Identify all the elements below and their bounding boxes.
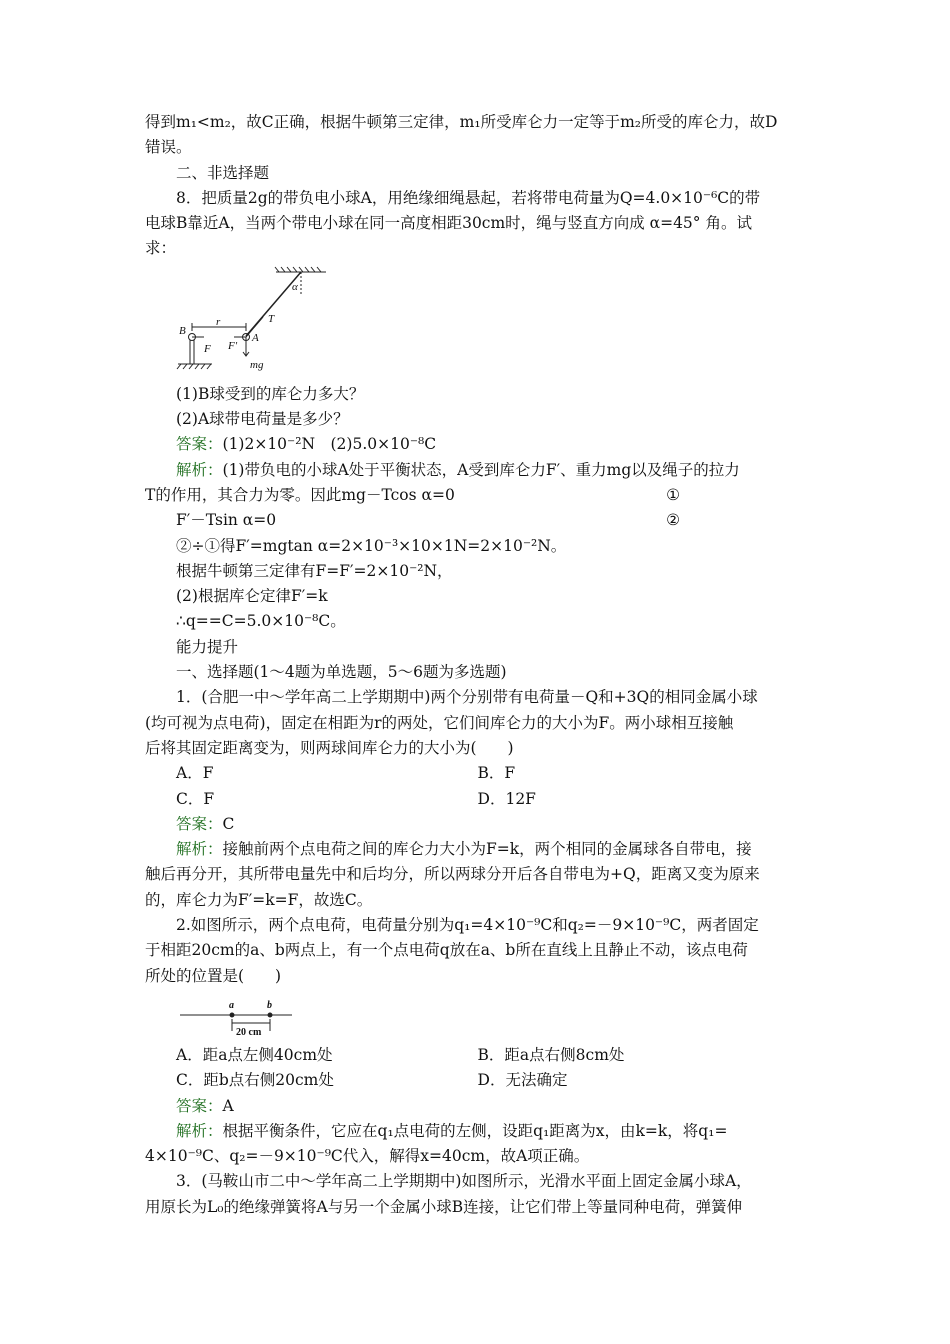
option-C: C．距b点右侧20cm处 (176, 1071, 334, 1090)
charges-diagram (176, 993, 296, 1039)
answer-line (145, 812, 810, 837)
text-line: 错误。 (145, 138, 192, 157)
text-line: 得到m₁<m₂，故C正确，根据牛顿第三定律，m₁所受库仑力一定等于m₂所受的库仑力，故D (145, 113, 778, 131)
pendulum-diagram (176, 264, 336, 382)
label-a: a (229, 999, 234, 1011)
options-row (145, 787, 810, 812)
equation-line: T的作用，其合力为零。因此mg－Tcos α=0 ① (145, 483, 810, 508)
answer-value: A (222, 1096, 234, 1115)
answer-line (145, 432, 810, 457)
explanation-line: 的，库仑力为F′=k=F，故选C。 (145, 890, 373, 909)
label-A: A (252, 331, 259, 344)
label-B: B (179, 324, 186, 337)
figure-two-charges (176, 993, 810, 1039)
option-D: D．12F (477, 789, 536, 808)
equation-number: ① (666, 485, 680, 504)
label-T: T (268, 312, 275, 325)
label-alpha: α (292, 280, 298, 293)
answer-label: 答案： (176, 435, 223, 454)
question-1-line: 1．(合肥一中～学年高二上学期期中)两个分别带有电荷量－Q和+3Q的相同金属小球 (176, 688, 758, 707)
explanation-line: 解析：根据平衡条件，它应在q₁点电荷的左侧，设距q₁距离为x，由k=k，将q₁= (176, 1121, 728, 1140)
answer-value: C (222, 814, 235, 833)
label-b: b (267, 999, 272, 1011)
option-B: B．距a点右侧8cm处 (477, 1045, 625, 1064)
options-row (145, 761, 810, 786)
options-row (145, 1068, 810, 1093)
question-8-line: 求： (145, 239, 177, 258)
option-B: B．F (477, 764, 516, 783)
option-C: C．F (176, 789, 215, 808)
explanation-line: (2)根据库仑定律F′=k (176, 587, 328, 606)
question-1-line: (均可视为点电荷)，固定在相距为r的两处，它们间库仑力的大小为F。两小球相互接触 (145, 713, 734, 732)
options-row (145, 1043, 810, 1068)
option-A: A．距a点左侧40cm处 (176, 1045, 333, 1064)
label-r: r (216, 315, 221, 328)
explanation-label: 解析： (176, 840, 223, 859)
equation-number: ② (666, 511, 680, 530)
label-F-prime: F′ (228, 339, 238, 352)
label-mg: mg (250, 358, 264, 371)
option-A: A．F (176, 764, 214, 783)
section-heading: 二、非选择题 (176, 163, 270, 182)
sub-question: (2)A球带电荷量是多少？ (176, 410, 349, 429)
explanation-line: 解析：(1)带负电的小球A处于平衡状态，A受到库仑力F′、重力mg以及绳子的拉力 (176, 460, 740, 479)
section-heading: 能力提升 (176, 637, 239, 656)
question-1-line: 后将其固定距离变为，则两球间库仑力的大小为( ) (145, 738, 514, 757)
explanation-label: 解析： (176, 460, 223, 479)
document-page (145, 110, 810, 1220)
question-3-line: 3．(马鞍山市二中～学年高二上学期期中)如图所示，光滑水平面上固定金属小球A， (176, 1172, 752, 1191)
question-8-line: 8．把质量2g的带负电小球A，用绝缘细绳悬起，若将带电荷量为Q=4.0×10⁻⁶C的带 (176, 188, 761, 207)
sub-question: (1)B球受到的库仑力多大？ (176, 384, 365, 403)
question-2-line: 所处的位置是( ) (145, 966, 282, 985)
question-3-line: 用原长为L₀的绝缘弹簧将A与另一个金属小球B连接，让它们带上等量同种电荷，弹簧伸 (145, 1197, 743, 1216)
explanation-line: ②÷①得F′=mgtan α=2×10⁻³×10×1N=2×10⁻²N。 (176, 536, 567, 555)
explanation-line: 根据牛顿第三定律有F=F′=2×10⁻²N， (176, 561, 453, 580)
label-F: F (204, 342, 211, 355)
question-2-line: 于相距20cm的a、b两点上，有一个点电荷q放在a、b所在直线上且静止不动，该点电荷 (145, 941, 748, 960)
explanation-label: 解析： (176, 1121, 223, 1140)
explanation-line: ∴q==C=5.0×10⁻⁸C。 (176, 612, 346, 631)
answer-value: (1)2×10⁻²N (2)5.0×10⁻⁸C (222, 435, 437, 454)
explanation-line: 触后再分开，其所带电量先中和后均分，所以两球分开后各自带电为+Q，距离又变为原来 (145, 865, 760, 884)
answer-label: 答案： (176, 1096, 223, 1115)
question-8-line: 电球B靠近A，当两个带电小球在同一高度相距30cm时，绳与竖直方向成 α=45° 角。试 (145, 214, 752, 233)
answer-label: 答案： (176, 814, 223, 833)
explanation-line: 解析：接触前两个点电荷之间的库仑力大小为F=k，两个相同的金属球各自带电，接 (176, 840, 752, 859)
figure-pendulum (176, 264, 810, 382)
question-2-line: 2.如图所示，两个点电荷，电荷量分别为q₁=4×10⁻⁹C和q₂=－9×10⁻⁹C，两者固定 (176, 916, 759, 935)
answer-line (145, 1094, 810, 1119)
option-D: D．无法确定 (477, 1071, 568, 1090)
label-distance: 20 cm (236, 1026, 262, 1038)
equation-line: F′－Tsin α=0 ② (145, 508, 810, 533)
explanation-line: 4×10⁻⁹C、q₂=－9×10⁻⁹C代入，解得x=40cm，故A项正确。 (145, 1147, 590, 1166)
section-heading: 一、选择题(1～4题为单选题，5～6题为多选题) (176, 663, 507, 682)
